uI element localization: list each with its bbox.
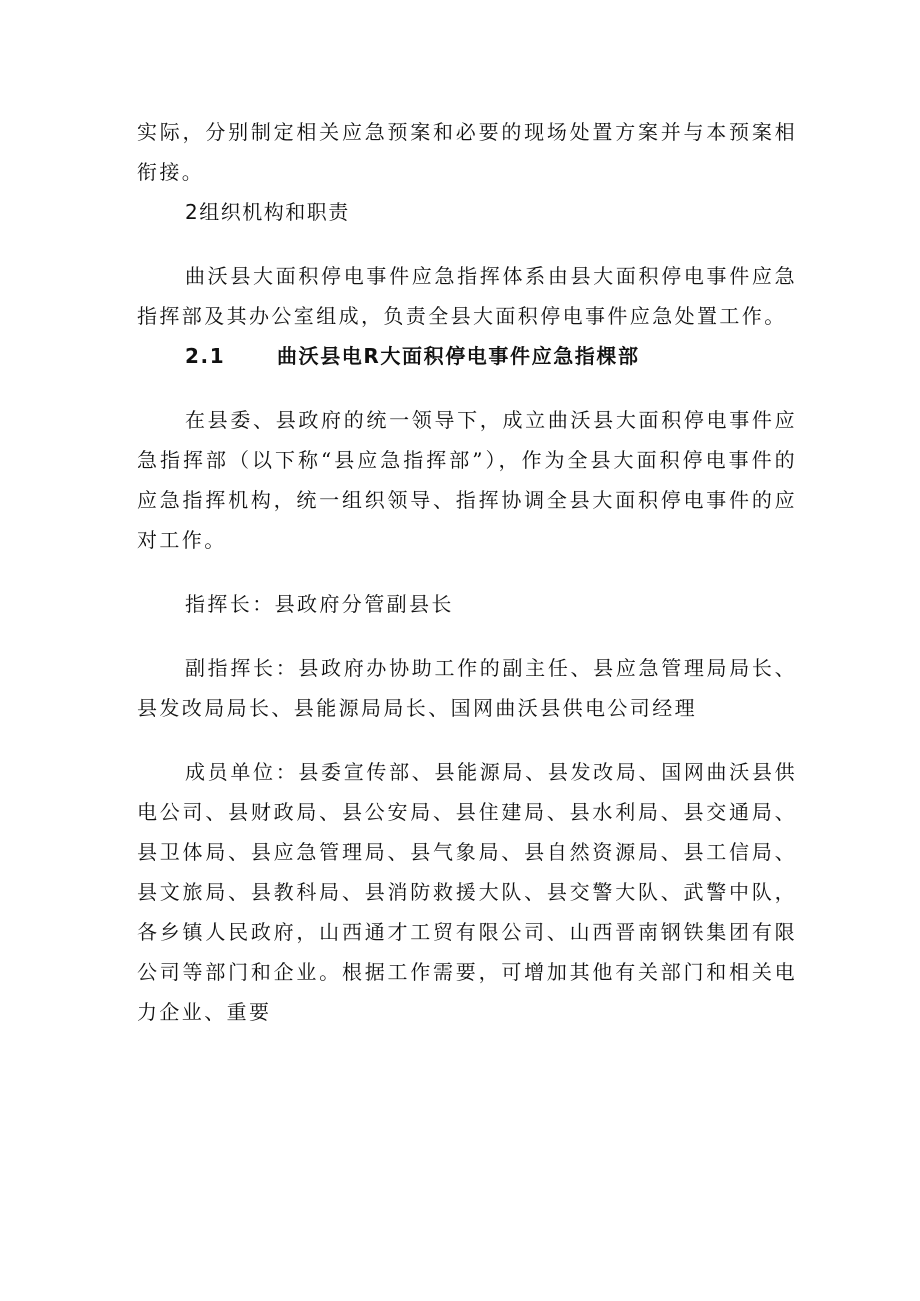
section-number: 2.1 (185, 344, 226, 368)
section-heading-2-1 (137, 336, 797, 376)
document-page (137, 112, 797, 1032)
section-title: 曲沃县电R大面积停电事件应急指棵部 (277, 344, 640, 368)
paragraph-member-units: 成员单位：县委宣传部、县能源局、县发改局、国网曲沃县供电公司、县财政局、县公安局、县住建局、县水利局、县交通局、县卫体局、县应急管理局、县气象局、县自然资源局、县工信局、县文旅局、县教科局、县消防救援大队、县交警大队、武警中队，各乡镇人民政府，山西通才工贸有限公司、山西晋南钢铁集团有限公司等部门和企业。根据工作需要，可增加其他有关部门和相关电力企业、重要 (137, 760, 797, 1024)
paragraph-deputy-commander: 副指挥长：县政府办协助工作的副主任、县应急管理局局长、县发改局局长、县能源局局长、国网曲沃县供电公司经理 (137, 656, 797, 720)
paragraph-headquarters: 在县委、县政府的统一领导下，成立曲沃县大面积停电事件应急指挥部（以下称“县应急指挥部”），作为全县大面积停电事件的应急指挥机构，统一组织领导、指挥协调全县大面积停电事件的应对工作。 (137, 408, 797, 552)
paragraph-commander: 指挥长：县政府分管副县长 (185, 592, 454, 616)
section-heading-2: 2组织机构和职责 (185, 200, 350, 224)
paragraph-command-system: 曲沃县大面积停电事件应急指挥体系由县大面积停电事件应急指挥部及其办公室组成，负责全县大面积停电事件应急处置工作。 (137, 264, 797, 328)
paragraph-continuation: 实际，分别制定相关应急预案和必要的现场处置方案并与本预案相衔接。 (137, 120, 797, 184)
